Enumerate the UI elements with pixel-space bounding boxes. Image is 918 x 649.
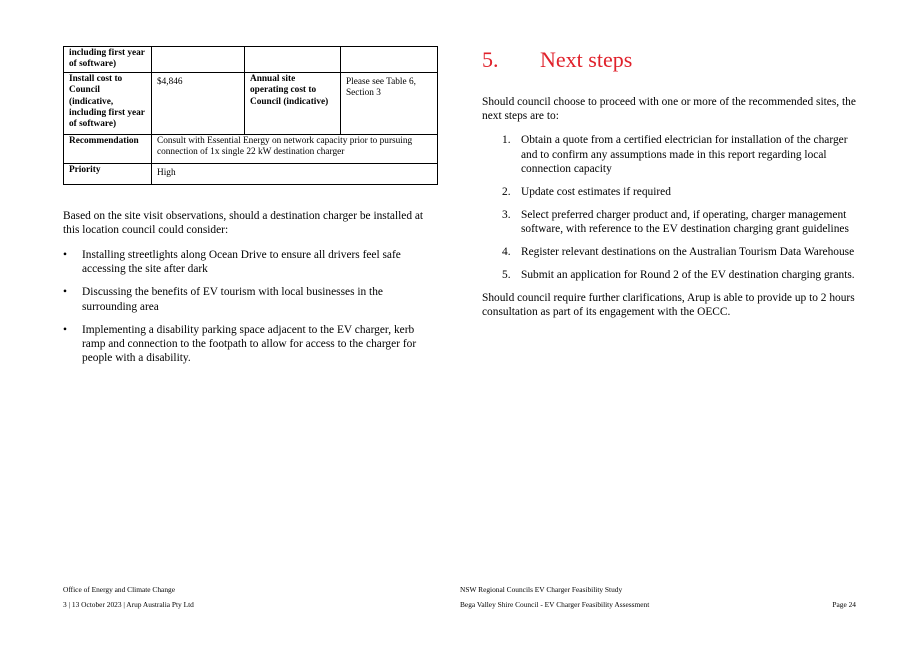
step-number: 1. [502, 134, 511, 147]
step-text: Update cost estimates if required [521, 185, 671, 198]
operating-cost-label: Annual site operating cost to Council (indicative) [245, 72, 341, 134]
install-cost-value: $4,846 [152, 72, 245, 134]
section-number: 5. [482, 47, 499, 72]
recommendation-value: Consult with Essential Energy on network capacity prior to pursuing connection of 1x single 22 kW destination charger [152, 134, 438, 163]
footer-study: NSW Regional Councils EV Charger Feasibility Study [460, 585, 623, 594]
footer-report: Bega Valley Shire Council - EV Charger Feasibility Assessment [460, 600, 650, 609]
list-item [482, 208, 856, 236]
table-row [64, 134, 438, 163]
list-item [482, 133, 856, 176]
step-number: 5. [502, 269, 511, 282]
table-row [64, 72, 438, 134]
step-text: Submit an application for Round 2 of the EV destination charging grants. [521, 269, 855, 282]
next-steps-list [482, 133, 856, 282]
step-text: Register relevant destinations on the Australian Tourism Data Warehouse [521, 246, 855, 259]
left-column [63, 46, 437, 374]
list-item [482, 245, 856, 259]
list-item [482, 185, 856, 199]
operating-cost-value: Please see Table 6, Section 3 [341, 72, 438, 134]
footer-page-number: Page 24 [832, 600, 856, 609]
step-text: Select preferred charger product and, if operating, charger management software, with reference to the EV destination charging grant guidelines [521, 208, 849, 236]
footer-client: Office of Energy and Climate Change [63, 585, 175, 594]
table-row [64, 47, 438, 73]
table-cell-empty [245, 47, 341, 73]
list-item [482, 268, 856, 282]
considerations-list [63, 248, 437, 365]
priority-value: High [152, 163, 438, 184]
install-cost-label: Install cost to Council (indicative, including first year of software) [64, 72, 152, 134]
priority-label: Priority [64, 163, 152, 184]
table-row [64, 163, 438, 184]
site-observations-intro: Based on the site visit observations, should a destination charger be installed at this location council could consider: [63, 209, 424, 237]
list-item: • Discussing the benefits of EV tourism with local businesses in the surrounding area [63, 285, 437, 313]
list-item: • Implementing a disability parking space adjacent to the EV charger, kerb ramp and connection to the footpath to allow for access to the charger for people with a disability. [63, 323, 437, 366]
step-number: 4. [502, 246, 511, 259]
step-number: 2. [502, 185, 511, 198]
site-cost-table [63, 46, 438, 185]
step-number: 3. [502, 208, 511, 221]
section-heading [482, 46, 856, 74]
right-column [482, 46, 856, 319]
step-text: Obtain a quote from a certified electrician for installation of the charger and to confirm any assumptions made in this report regarding local connection capacity [521, 134, 848, 175]
section-title: Next steps [540, 47, 633, 72]
footer-revision: 3 | 13 October 2023 | Arup Australia Pty Ltd [63, 600, 194, 609]
table-cell-empty [152, 47, 245, 73]
recommendation-label: Recommendation [64, 134, 152, 163]
closing-paragraph: Should council require further clarifications, Arup is able to provide up to 2 hours consultation as part of its engagement with the OECC. [482, 292, 855, 319]
table-cell-label: including first year of software) [64, 47, 152, 73]
list-item: • Installing streetlights along Ocean Drive to ensure all drivers feel safe accessing the site after dark [63, 248, 437, 276]
next-steps-intro: Should council choose to proceed with one or more of the recommended sites, the next steps are to: [482, 96, 856, 123]
table-cell-empty [341, 47, 438, 73]
